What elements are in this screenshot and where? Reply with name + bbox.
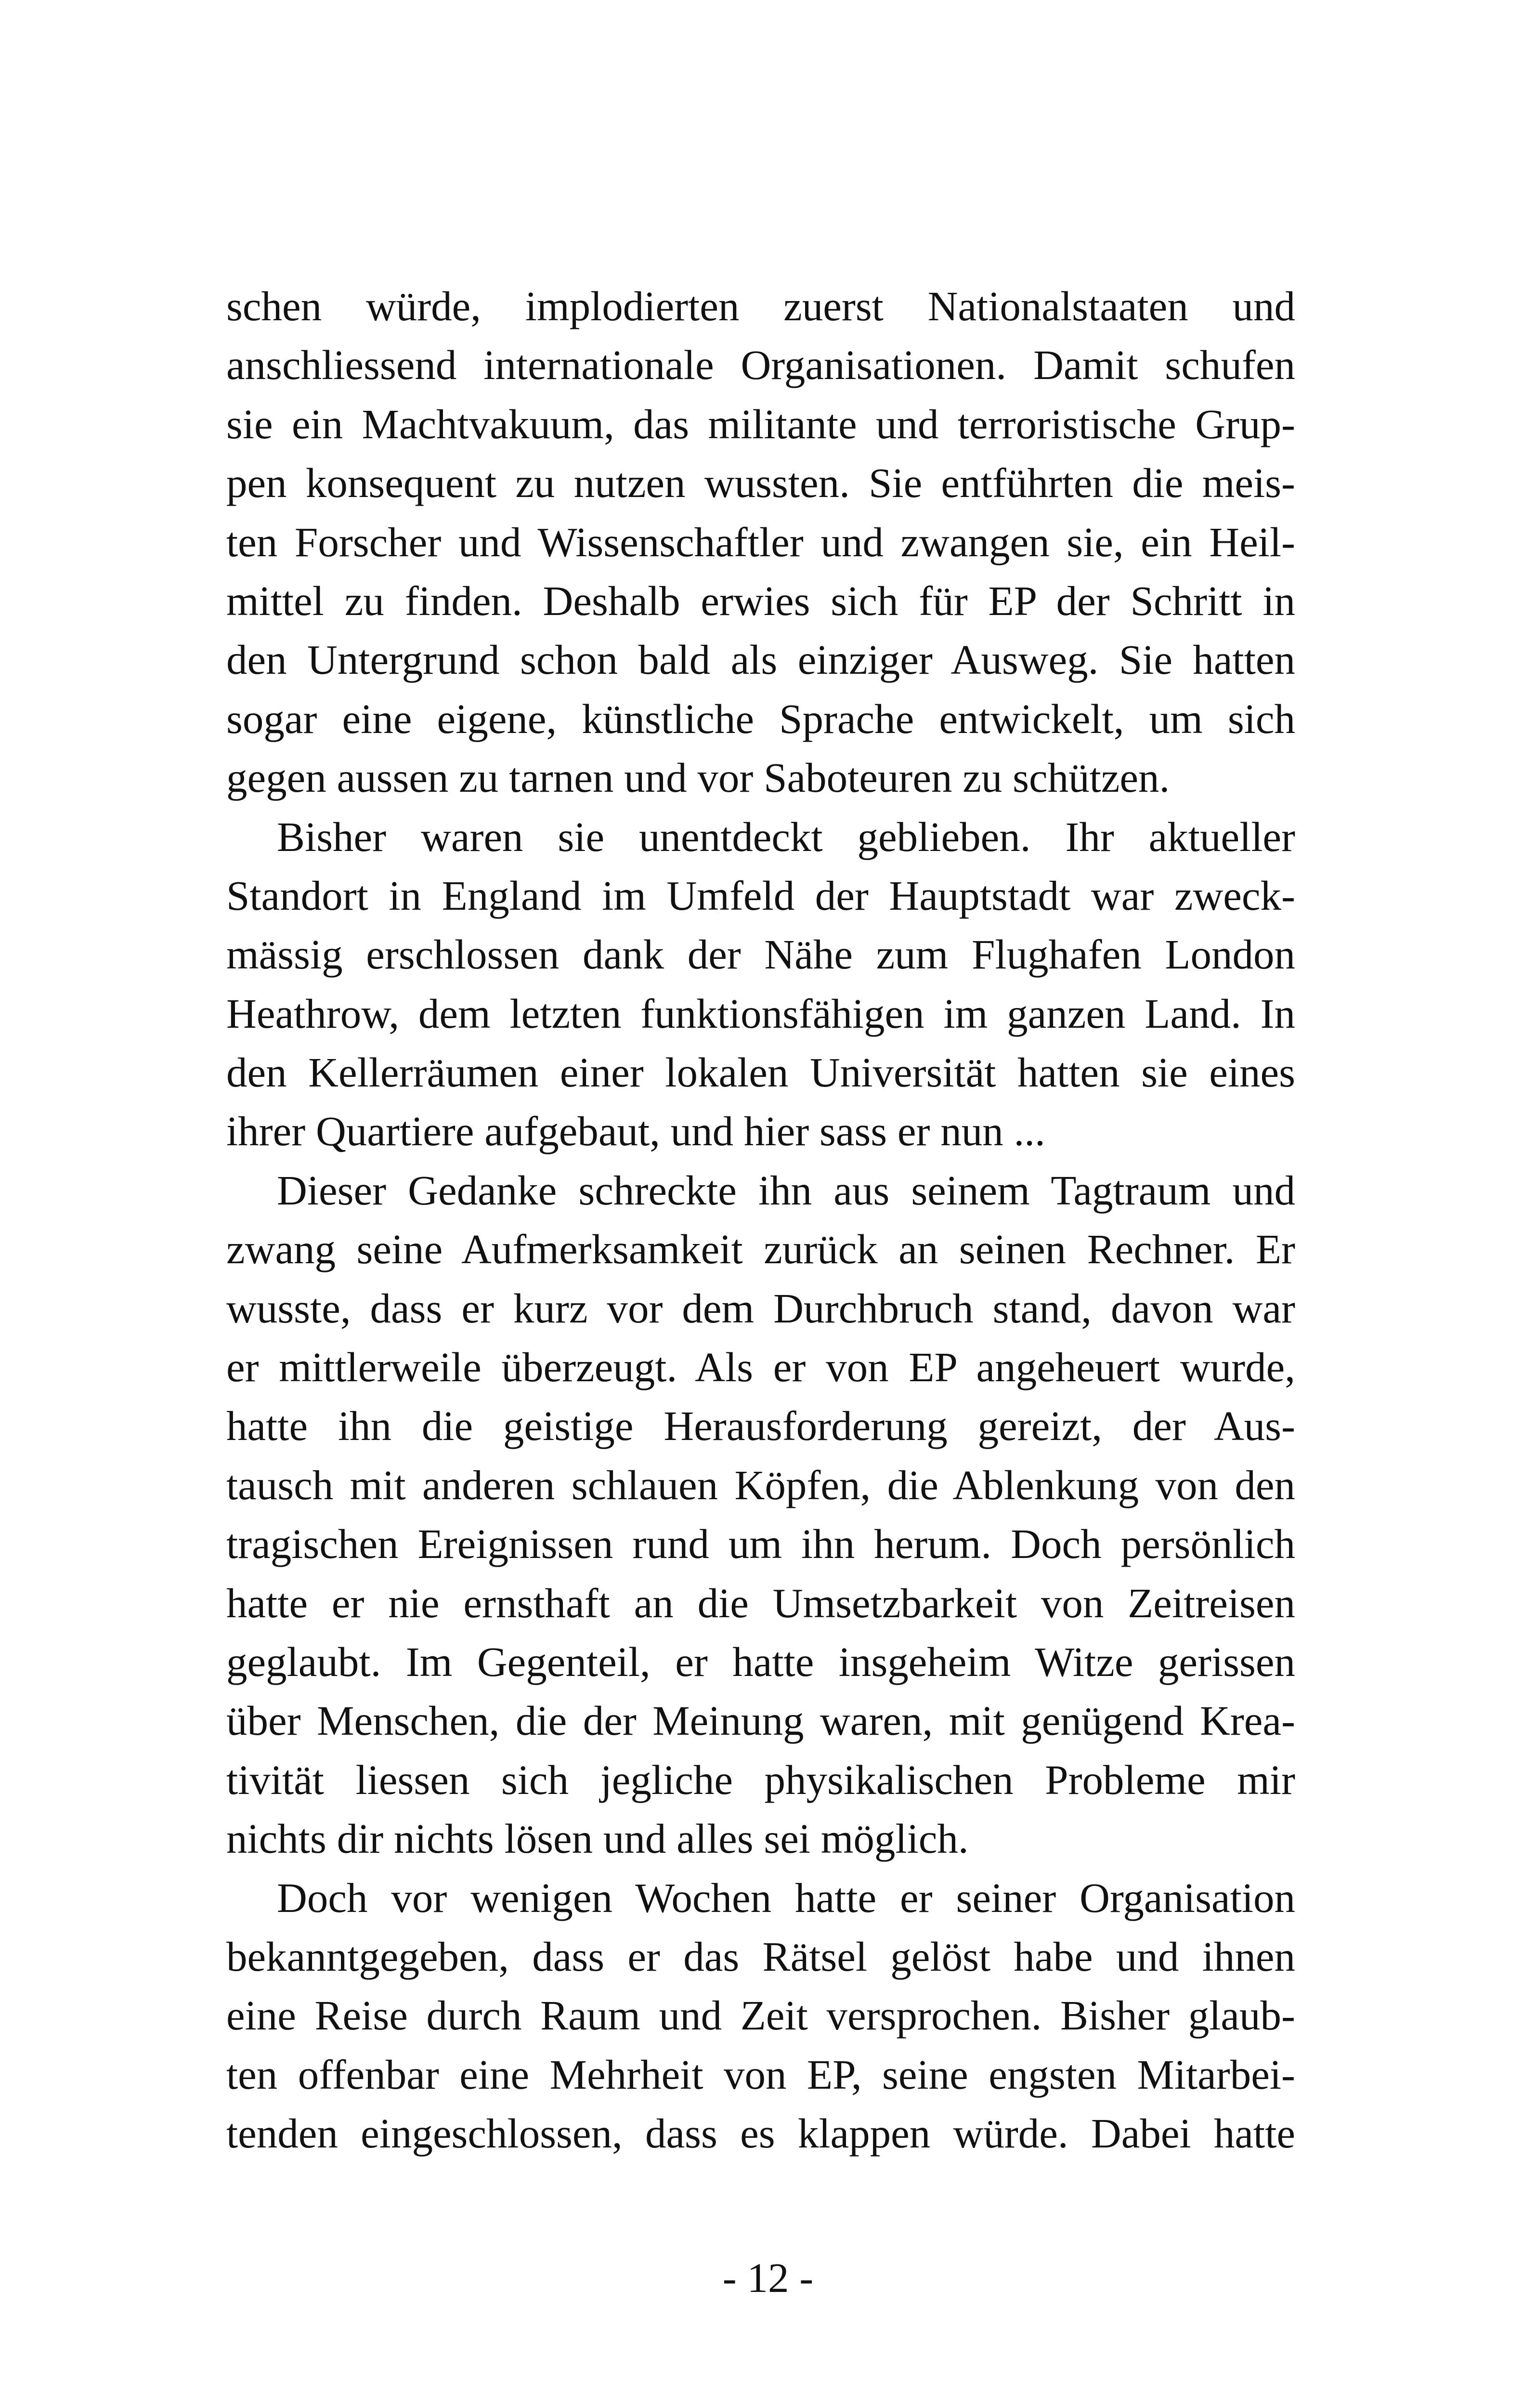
paragraph (226, 1161, 1295, 1869)
paragraph (226, 277, 1295, 808)
text-line: sogar eine eigene, künstliche Sprache entwickelt, um sich (226, 695, 1295, 742)
text-line: eine Reise durch Raum und Zeit versprochen. Bisher glaub- (226, 1992, 1295, 2039)
paragraph (226, 808, 1295, 1161)
text-line: über Menschen, die der Meinung waren, mit genügend Krea- (226, 1697, 1295, 1744)
text-line: Doch vor wenigen Wochen hatte er seiner Organisation (277, 1874, 1295, 1921)
text-line: mässig erschlossen dank der Nähe zum Flughafen London (226, 931, 1295, 978)
text-line: tivität liessen sich jegliche physikalischen Probleme mir (226, 1756, 1295, 1803)
text-line: hatte ihn die geistige Herausforderung gereizt, der Aus- (226, 1402, 1295, 1450)
text-line: Heathrow, dem letzten funktionsfähigen im ganzen Land. In (226, 990, 1295, 1037)
text-line: geglaubt. Im Gegenteil, er hatte insgeheim Witze gerissen (226, 1638, 1295, 1685)
text-line: zwang seine Aufmerksamkeit zurück an seinen Rechner. Er (226, 1226, 1295, 1273)
paragraph (226, 1869, 1295, 2163)
text-line: tragischen Ereignissen rund um ihn herum. Doch persönlich (226, 1520, 1295, 1568)
text-line: wusste, dass er kurz vor dem Durchbruch stand, davon war (226, 1284, 1295, 1332)
page-number: - 12 - (722, 2254, 814, 2301)
text-line: tausch mit anderen schlauen Köpfen, die Ablenkung von den (226, 1461, 1295, 1508)
text-line: gegen aussen zu tarnen und vor Saboteuren zu schützen. (226, 754, 1170, 801)
text-line: anschliessend internationale Organisationen. Damit schufen (226, 341, 1295, 389)
text-line: den Kellerräumen einer lokalen Universität hatten sie eines (226, 1049, 1295, 1096)
text-line: ihrer Quartiere aufgebaut, und hier sass er nun ... (226, 1108, 1045, 1155)
text-line: mittel zu finden. Deshalb erwies sich für EP der Schritt in (226, 577, 1295, 624)
text-line: schen würde, implodierten zuerst Nationalstaaten und (226, 283, 1295, 329)
text-line: bekanntgegeben, dass er das Rätsel gelöst habe und ihnen (226, 1933, 1295, 1980)
text-line: Standort in England im Umfeld der Hauptstadt war zweck- (226, 872, 1295, 919)
text-line: Dieser Gedanke schreckte ihn aus seinem Tagtraum und (277, 1166, 1295, 1214)
text-line: er mittlerweile überzeugt. Als er von EP angeheuert wurde, (226, 1344, 1295, 1391)
text-line: hatte er nie ernsthaft an die Umsetzbarkeit von Zeitreisen (226, 1579, 1295, 1626)
body-text (226, 277, 1295, 2163)
text-line: pen konsequent zu nutzen wussten. Sie entführten die meis- (226, 459, 1295, 507)
text-line: nichts dir nichts lösen und alles sei möglich. (226, 1815, 969, 1862)
text-line: ten Forscher und Wissenschaftler und zwangen sie, ein Heil- (226, 518, 1295, 565)
text-line: sie ein Machtvakuum, das militante und terroristische Grup- (226, 400, 1295, 447)
text-line: Bisher waren sie unentdeckt geblieben. Ihr aktueller (277, 813, 1295, 860)
text-line: ten offenbar eine Mehrheit von EP, seine engsten Mitarbei- (226, 2051, 1295, 2098)
text-line: den Untergrund schon bald als einziger Ausweg. Sie hatten (226, 636, 1295, 683)
text-line: tenden eingeschlossen, dass es klappen würde. Dabei hatte (226, 2110, 1295, 2157)
